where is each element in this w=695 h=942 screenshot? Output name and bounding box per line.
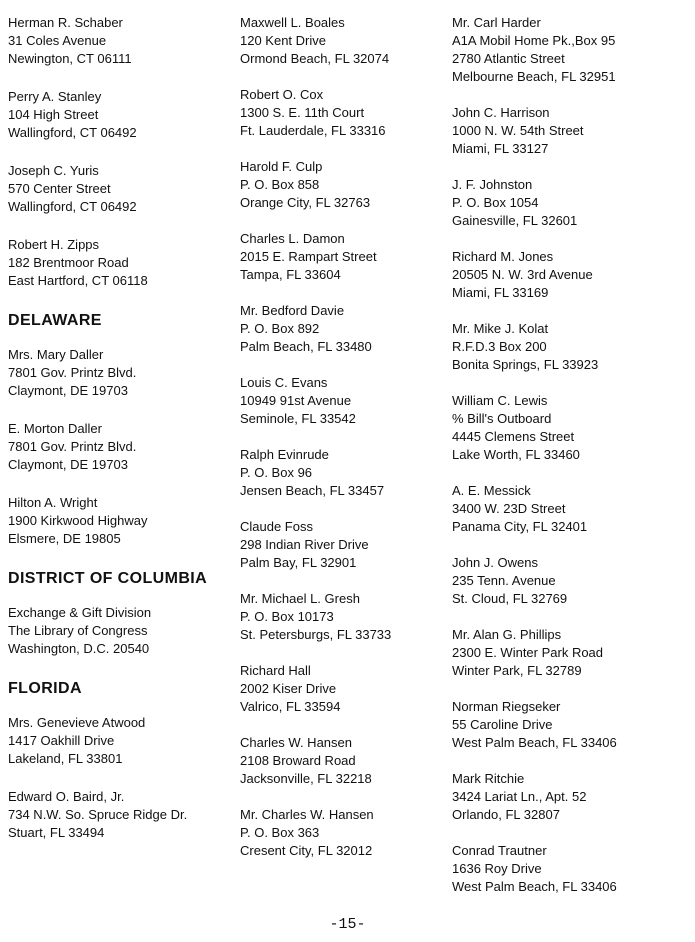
entry-address-line: Seminole, FL 33542: [240, 411, 356, 426]
entry-address-line: Ormond Beach, FL 32074: [240, 51, 390, 66]
entry-name: Robert H. Zipps: [8, 237, 100, 252]
column-3: [452, 14, 695, 914]
entry-address-line: 2002 Kiser Drive: [240, 681, 337, 696]
entry-name: Mark Ritchie: [452, 771, 525, 786]
entry-address-line: R.F.D.3 Box 200: [452, 339, 547, 354]
entry-address-line: East Hartford, CT 06118: [8, 273, 148, 288]
address-entry: [452, 482, 695, 536]
entry-name: Claude Foss: [240, 519, 313, 534]
entry-name: Joseph C. Yuris: [8, 163, 99, 178]
address-entry: [8, 346, 230, 400]
entry-name: Harold F. Culp: [240, 159, 323, 174]
address-entry: [8, 788, 230, 842]
entry-address-line: St. Cloud, FL 32769: [452, 591, 568, 606]
address-entry: [240, 14, 445, 68]
entry-address-line: 3400 W. 23D Street: [452, 501, 566, 516]
entry-address-line: Gainesville, FL 32601: [452, 213, 578, 228]
column-1: [8, 14, 230, 862]
entry-name: Charles L. Damon: [240, 231, 345, 246]
address-entry: [452, 176, 695, 230]
entry-address-line: 1417 Oakhill Drive: [8, 733, 115, 748]
entry-name: Robert O. Cox: [240, 87, 324, 102]
entry-name: Mr. Michael L. Gresh: [240, 591, 360, 606]
entry-address-line: Bonita Springs, FL 33923: [452, 357, 599, 372]
entry-address-line: Miami, FL 33169: [452, 285, 549, 300]
address-entry: [240, 590, 445, 644]
entry-address-line: 182 Brentmoor Road: [8, 255, 129, 270]
entry-address-line: Orange City, FL 32763: [240, 195, 371, 210]
entry-address-line: Lake Worth, FL 33460: [452, 447, 580, 462]
entry-name: Charles W. Hansen: [240, 735, 352, 750]
entry-address-line: Jensen Beach, FL 33457: [240, 483, 385, 498]
entry-address-line: Wallingford, CT 06492: [8, 125, 137, 140]
address-entry: [240, 374, 445, 428]
address-entry: [452, 320, 695, 374]
entry-address-line: 298 Indian River Drive: [240, 537, 369, 552]
entry-name: Mrs. Mary Daller: [8, 347, 104, 362]
address-entry: [8, 604, 230, 658]
entry-name: John C. Harrison: [452, 105, 550, 120]
address-entry: [240, 518, 445, 572]
entry-address-line: The Library of Congress: [8, 623, 148, 638]
entry-name: Hilton A. Wright: [8, 495, 98, 510]
entry-address-line: 31 Coles Avenue: [8, 33, 107, 48]
entry-address-line: P. O. Box 96: [240, 465, 313, 480]
entry-name: Exchange & Gift Division: [8, 605, 152, 620]
address-entry: [8, 420, 230, 474]
address-entry: [452, 626, 695, 680]
entry-name: Herman R. Schaber: [8, 15, 123, 30]
entry-address-line: Orlando, FL 32807: [452, 807, 560, 822]
address-entry: [8, 88, 230, 142]
address-entry: [240, 230, 445, 284]
entry-name: Ralph Evinrude: [240, 447, 329, 462]
entry-address-line: 235 Tenn. Avenue: [452, 573, 556, 588]
entry-name: Mr. Mike J. Kolat: [452, 321, 549, 336]
address-entry: [452, 770, 695, 824]
entry-name: A. E. Messick: [452, 483, 531, 498]
address-entry: [240, 446, 445, 500]
entry-address-line: 2108 Broward Road: [240, 753, 356, 768]
entry-name: Edward O. Baird, Jr.: [8, 789, 125, 804]
address-entry: [452, 842, 695, 896]
entry-address-line: 7801 Gov. Printz Blvd.: [8, 439, 137, 454]
entry-name: Conrad Trautner: [452, 843, 547, 858]
address-entry: [452, 248, 695, 302]
entry-address-line: 3424 Lariat Ln., Apt. 52: [452, 789, 587, 804]
entry-name: William C. Lewis: [452, 393, 548, 408]
entry-address-line: % Bill's Outboard: [452, 411, 552, 426]
entry-address-line: P. O. Box 363: [240, 825, 320, 840]
column-2: [240, 14, 445, 878]
entry-address-line: Claymont, DE 19703: [8, 457, 128, 472]
entry-address-line: 104 High Street: [8, 107, 99, 122]
entry-address-line: Palm Bay, FL 32901: [240, 555, 357, 570]
entry-address-line: 734 N.W. So. Spruce Ridge Dr.: [8, 807, 188, 822]
address-entry: [452, 554, 695, 608]
entry-address-line: 1000 N. W. 54th Street: [452, 123, 584, 138]
entry-name: John J. Owens: [452, 555, 538, 570]
entry-address-line: Jacksonville, FL 32218: [240, 771, 372, 786]
entry-name: Perry A. Stanley: [8, 89, 102, 104]
entry-address-line: 55 Caroline Drive: [452, 717, 553, 732]
address-entry: [8, 236, 230, 290]
entry-address-line: 4445 Clemens Street: [452, 429, 575, 444]
entry-name: Mr. Carl Harder: [452, 15, 541, 30]
entry-address-line: P. O. Box 1054: [452, 195, 539, 210]
entry-address-line: Winter Park, FL 32789: [452, 663, 582, 678]
entry-address-line: P. O. Box 892: [240, 321, 320, 336]
entry-address-line: 570 Center Street: [8, 181, 111, 196]
entry-name: Richard M. Jones: [452, 249, 554, 264]
entry-address-line: Elsmere, DE 19805: [8, 531, 121, 546]
entry-name: E. Morton Daller: [8, 421, 102, 436]
address-entry: [240, 302, 445, 356]
entry-address-line: Ft. Lauderdale, FL 33316: [240, 123, 386, 138]
entry-address-line: 20505 N. W. 3rd Avenue: [452, 267, 593, 282]
address-entry: [8, 162, 230, 216]
entry-address-line: 120 Kent Drive: [240, 33, 326, 48]
entry-name: Louis C. Evans: [240, 375, 328, 390]
entry-address-line: Washington, D.C. 20540: [8, 641, 150, 656]
entry-address-line: P. O. Box 10173: [240, 609, 334, 624]
entry-address-line: 2300 E. Winter Park Road: [452, 645, 604, 660]
entry-address-line: Panama City, FL 32401: [452, 519, 588, 534]
state-heading: DISTRICT OF COLUMBIA: [8, 570, 208, 587]
entry-address-line: Claymont, DE 19703: [8, 383, 128, 398]
entry-address-line: Cresent City, FL 32012: [240, 843, 373, 858]
page-number: -15-: [329, 916, 366, 933]
state-heading: FLORIDA: [8, 680, 82, 697]
entry-address-line: 1636 Roy Drive: [452, 861, 542, 876]
entry-name: Mr. Alan G. Phillips: [452, 627, 562, 642]
entry-address-line: 1900 Kirkwood Highway: [8, 513, 148, 528]
entry-address-line: West Palm Beach, FL 33406: [452, 735, 617, 750]
entry-address-line: Melbourne Beach, FL 32951: [452, 69, 616, 84]
entry-address-line: 7801 Gov. Printz Blvd.: [8, 365, 137, 380]
entry-address-line: Miami, FL 33127: [452, 141, 549, 156]
entry-address-line: Palm Beach, FL 33480: [240, 339, 372, 354]
address-entry: [240, 158, 445, 212]
entry-name: Mr. Charles W. Hansen: [240, 807, 374, 822]
entry-address-line: 1300 S. E. 11th Court: [240, 105, 365, 120]
address-entry: [8, 494, 230, 548]
address-entry: [452, 104, 695, 158]
address-entry: [8, 714, 230, 768]
state-heading: DELAWARE: [8, 312, 102, 329]
entry-address-line: Wallingford, CT 06492: [8, 199, 137, 214]
entry-name: J. F. Johnston: [452, 177, 533, 192]
entry-address-line: A1A Mobil Home Pk.,Box 95: [452, 33, 616, 48]
entry-address-line: P. O. Box 858: [240, 177, 320, 192]
entry-address-line: Valrico, FL 33594: [240, 699, 341, 714]
entry-address-line: Newington, CT 06111: [8, 51, 132, 66]
entry-address-line: West Palm Beach, FL 33406: [452, 879, 617, 894]
entry-address-line: 2780 Atlantic Street: [452, 51, 565, 66]
entry-name: Maxwell L. Boales: [240, 15, 345, 30]
entry-address-line: Lakeland, FL 33801: [8, 751, 123, 766]
address-entry: [452, 698, 695, 752]
address-entry: [240, 662, 445, 716]
entry-address-line: Tampa, FL 33604: [240, 267, 341, 282]
entry-address-line: Stuart, FL 33494: [8, 825, 105, 840]
address-entry: [8, 14, 230, 68]
entry-name: Mrs. Genevieve Atwood: [8, 715, 146, 730]
address-entry: [452, 14, 695, 86]
address-entry: [240, 806, 445, 860]
address-entry: [240, 86, 445, 140]
entry-name: Richard Hall: [240, 663, 311, 678]
entry-address-line: 2015 E. Rampart Street: [240, 249, 377, 264]
entry-name: Mr. Bedford Davie: [240, 303, 345, 318]
entry-name: Norman Riegseker: [452, 699, 561, 714]
address-entry: [240, 734, 445, 788]
entry-address-line: St. Petersburgs, FL 33733: [240, 627, 392, 642]
entry-address-line: 10949 91st Avenue: [240, 393, 352, 408]
address-entry: [452, 392, 695, 464]
